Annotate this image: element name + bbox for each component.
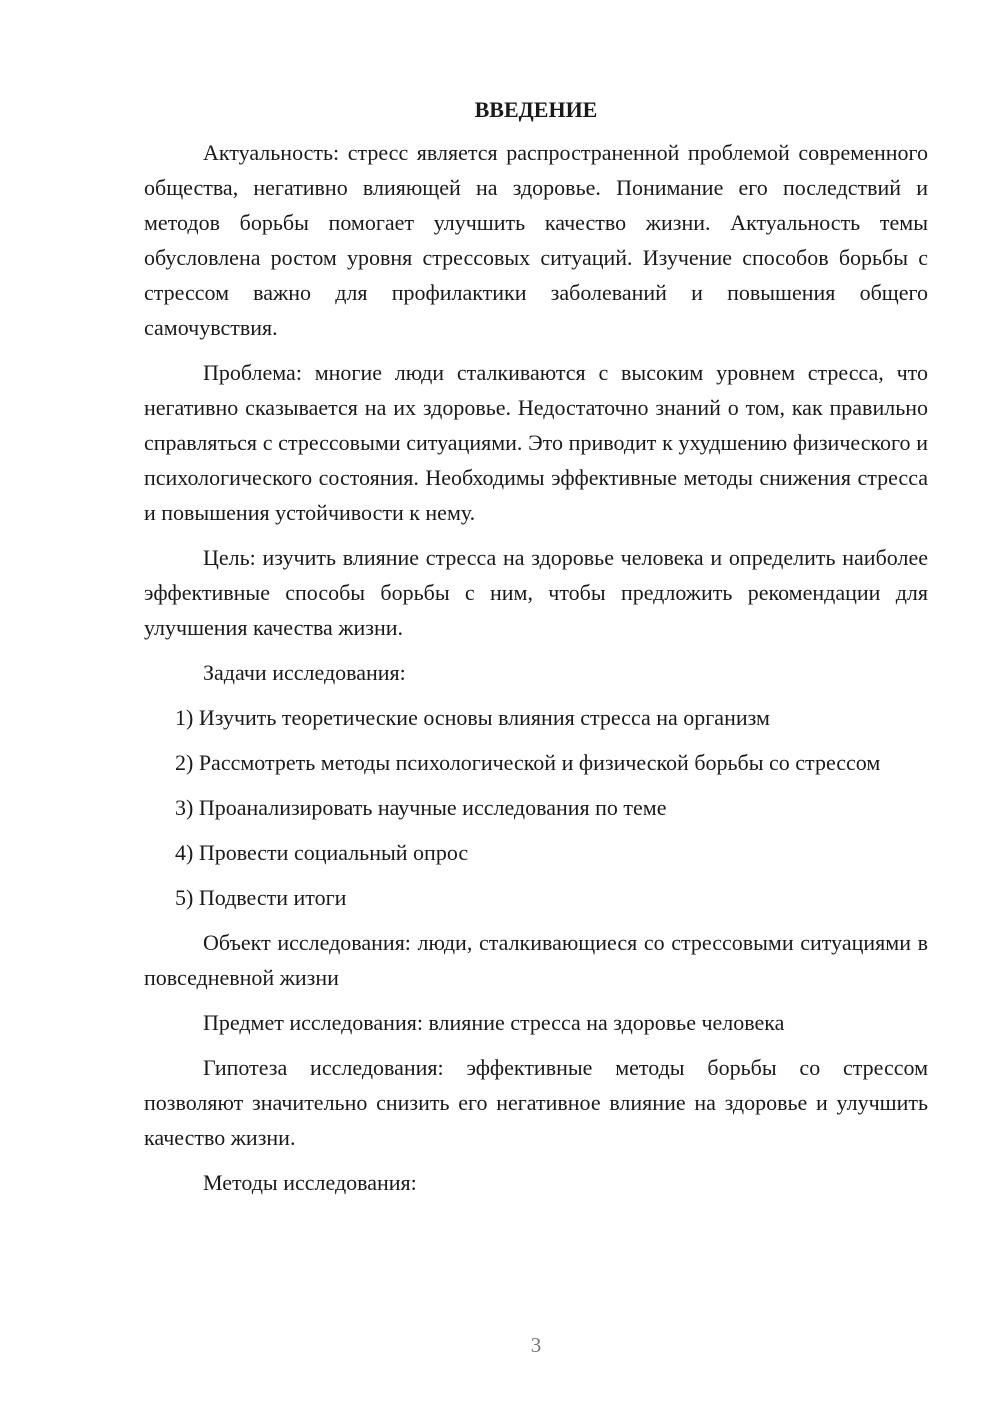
page-content [144,92,928,1210]
paragraph-subject: Предмет исследования: влияние стресса на здоровье человека [203,1010,785,1035]
list-item-task-4: 4) Провести социальный опрос [175,840,469,865]
list-item-task-5: 5) Подвести итоги [175,885,347,910]
paragraph-methods-title: Методы исследования: [203,1170,417,1195]
paragraph-hypothesis: Гипотеза исследования: эффективные методы борьбы со стрессом позволяют значительно снизить его негативное влияние на здоровье и улучшить качество жизни. [144,1055,928,1150]
list-item-task-1: 1) Изучить теоретические основы влияния стресса на организм [175,705,770,730]
section-heading: ВВЕДЕНИЕ [474,97,598,122]
paragraph-tasks-title: Задачи исследования: [203,660,406,685]
paragraph-goal: Цель: изучить влияние стресса на здоровье человека и определить наиболее эффективные способы борьбы с ним, чтобы предложить рекомендации для улучшения качества жизни. [144,545,928,640]
list-item-task-2: 2) Рассмотреть методы психологической и физической борьбы со стрессом [175,750,881,775]
page-number: 3 [530,1333,542,1357]
list-item-task-3: 3) Проанализировать научные исследования по теме [175,795,667,820]
paragraph-relevance: Актуальность: стресс является распространенной проблемой современного общества, негативно влияющей на здоровье. Понимание его последствий и методов борьбы помогает улучшить качество жизни. Актуальность темы обусловлена ростом уровня стрессовых ситуаций. Изучение способов борьбы с стрессом важно для профилактики заболеваний и повышения общего самочувствия. [144,140,928,340]
paragraph-problem: Проблема: многие люди сталкиваются с высоким уровнем стресса, что негативно сказывается на их здоровье. Недостаточно знаний о том, как правильно справляться с стрессовыми ситуациями. Это приводит к ухудшению физического и психологического состояния. Необходимы эффективные методы снижения стресса и повышения устойчивости к нему. [144,360,928,525]
paragraph-object: Объект исследования: люди, сталкивающиеся со стрессовыми ситуациями в повседневной жизни [144,930,928,990]
